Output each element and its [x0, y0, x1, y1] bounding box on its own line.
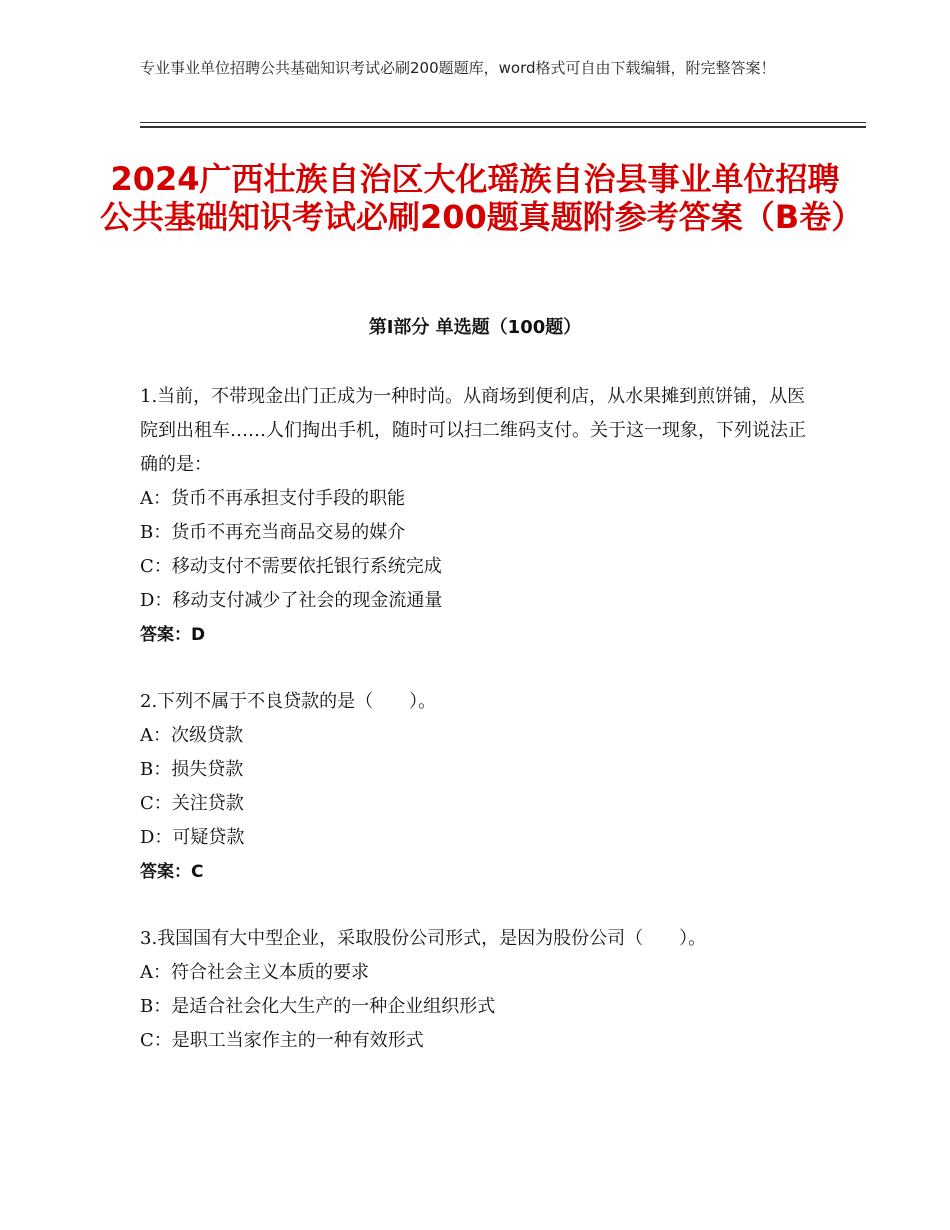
question-list [140, 380, 810, 1091]
question-option-c: C：移动支付不需要依托银行系统完成 [140, 556, 442, 577]
question-option-a: A：符合社会主义本质的要求 [140, 962, 369, 983]
question-answer: 答案：C [140, 862, 204, 882]
question-3 [140, 922, 810, 1058]
question-option-b: B：货币不再充当商品交易的媒介 [140, 522, 406, 543]
question-option-a: A：次级贷款 [140, 725, 243, 746]
question-option-a: A：货币不再承担支付手段的职能 [140, 488, 405, 509]
question-option-c: C：关注贷款 [140, 793, 244, 814]
question-option-d: D：可疑贷款 [140, 827, 245, 848]
question-answer: 答案：D [140, 625, 206, 645]
question-2 [140, 685, 810, 889]
document-title: 2024广西壮族自治区大化瑶族自治县事业单位招聘公共基础知识考试必刷200题真题附参考答案（B卷） [100, 160, 864, 236]
header-rule-thin [140, 122, 866, 123]
header-note: 专业事业单位招聘公共基础知识考试必刷200题题库，word格式可自由下载编辑，附完整答案！ [140, 59, 776, 77]
question-option-c: C：是职工当家作主的一种有效形式 [140, 1030, 424, 1051]
question-option-b: B：是适合社会化大生产的一种企业组织形式 [140, 996, 496, 1017]
section-title: 第Ⅰ部分 单选题（100题） [368, 317, 582, 338]
question-stem: 2.下列不属于不良贷款的是（ ）。 [140, 691, 437, 712]
question-stem: 3.我国国有大中型企业，采取股份公司形式，是因为股份公司（ ）。 [140, 928, 707, 949]
header-rule-thick [140, 126, 866, 128]
question-option-b: B：损失贷款 [140, 759, 244, 780]
question-1 [140, 380, 810, 652]
question-option-d: D：移动支付减少了社会的现金流通量 [140, 590, 443, 611]
question-stem: 1.当前，不带现金出门正成为一种时尚。从商场到便利店，从水果摊到煎饼铺，从医院到出租车……人们掏出手机，随时可以扫二维码支付。关于这一现象，下列说法正确的是： [140, 386, 806, 475]
